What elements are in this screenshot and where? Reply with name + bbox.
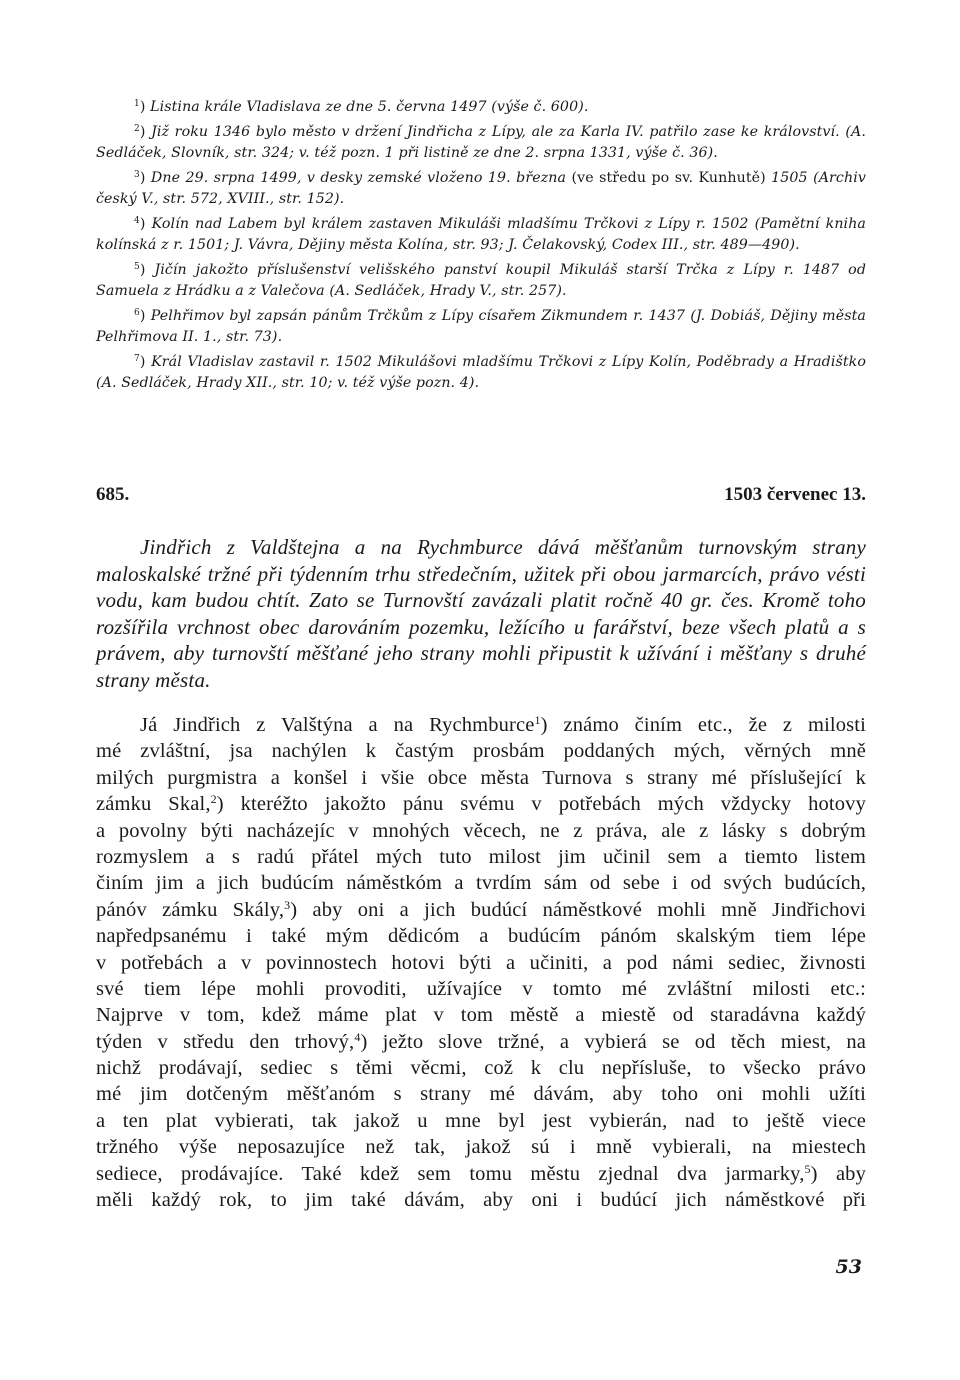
text-line: mé jim dotčeným měšťanóm s strany mé dávám, aby toho oni mohli užíti [96, 1083, 866, 1106]
charter-text [96, 712, 866, 1213]
text-segment: ) ježto slove tržné, a vybierá se od těch miest, na [360, 1030, 866, 1053]
footnote-text: Dne 29. srpna 1499, v desky zemské vloženo 19. března [150, 169, 567, 186]
footnote-7: $^7$) Král Vladislav zastavil r. 1502 Mikulášovi mladšímu Trčkovi z Lípy Kolín, Poděbrady a Hradištko (A. Sedláček, Hrady XII., str. 10; v. též výše pozn. 4). [96, 353, 866, 391]
footnote-5: $^5$) Jičín jakožto příslušenství velišského panství koupil Mikuláš starší Trčka z Lípy r. 1487 od Samuela z Hrádku a z Valečova (A. Sedláček, Hrady V., str. 257). [96, 261, 866, 299]
footnote-mark: 2 [134, 123, 140, 134]
footnote-ref: 2 [210, 792, 217, 807]
text-line: a ten plat vybierati, tak jakož u mne byl jest vybierán, nad to ještě viece [96, 1109, 866, 1132]
footnote-text: 1505 (Archiv český V., str. 572, XVIII., str. 152). [96, 169, 866, 207]
footnote-ref: 3 [284, 897, 291, 912]
footnote-2: $^2$) Již roku 1346 bylo město v držení Jindřicha z Lípy, ale za Karla IV. patřilo zase ke království. (A. Sedláček, Slovník, str. 324; v. též pozn. 1 při listině ze dne 2. srpna 1331, výše č. 36). [96, 123, 866, 161]
text-line: a povolny býti nacházejíc v mnohých věcech, ne z práva, ale z lásky s dobrým [96, 819, 866, 842]
text-line [96, 712, 866, 738]
footnote-upright-text: (ve středu po sv. Kunhutě) [571, 169, 766, 186]
footnote-mark: 6 [134, 307, 140, 318]
text-line: napředpsanému i také mým dědicóm a budúcím pánóm skalským tiem lépe [96, 925, 866, 948]
footnote-mark: 4 [134, 215, 140, 226]
footnote-mark: 3 [134, 169, 140, 180]
document-header [96, 484, 866, 510]
footnote-text: Již roku 1346 bylo město v držení Jindřicha z Lípy, ale za Karla IV. patřilo zase ke království. (A. Sedláček, Slovník, str. 324; v. též pozn. 1 při listině ze dne 2. srpna 1331, výše č. 36). [96, 123, 866, 161]
footnotes [96, 94, 866, 395]
text-line [96, 791, 866, 817]
text-line: měli každý rok, to jim také dávám, aby oni i budúcí jich náměstkové při [96, 1189, 866, 1212]
text-segment: ) známo činím etc., že z milosti [540, 714, 866, 736]
text-line [96, 897, 866, 923]
footnote-ref: 1 [534, 713, 541, 727]
footnote-mark: 5 [134, 261, 140, 272]
footnote-ref: 4 [354, 1029, 361, 1044]
footnote-mark: 1 [134, 99, 140, 109]
footnote-4: $^4$) Kolín nad Labem byl králem zastaven Mikuláši mladšímu Trčkovi z Lípy r. 1502 (Pamětní kniha kolínská z r. 1501; J. Vávra, Dějiny města Kolína, str. 93; J. Čelakovský, Codex III., str. 489—490). [96, 215, 866, 253]
text-line: své tiem lépe mohli provoditi, užívajíce v tomto mé zvláštní milosti etc.: [96, 977, 866, 1000]
text-line: Najprve v tom, kdež máme plat v tom městě a miestě od staradávna každý [96, 1004, 866, 1027]
footnote-1: $^1$) Listina krále Vladislava ze dne 5. června 1497 (výše č. 600). [134, 99, 589, 115]
text-segment: sediece, prodávajíce. Také kdež sem tomu městu zjednal dva jarmarky, [96, 1162, 805, 1185]
text-segment: ) aby oni a jich budúcí náměstkové mohli mně Jindřichovi [290, 898, 866, 921]
text-line: mé zvláštní, jsa nachýlen k častým prosbám poddaných mých, věrných mně [96, 740, 866, 763]
regest-text: Jindřich z Valdštejna a na Rychmburce dává měšťanům turnovským strany maloskalské tržné při týdenním trhu středečním, užitek při obou jarmarcích, právo vésti vodu, kam budou chtít. Zato se Turnovští zavázali platit ročně 40 gr. čes. Kromě toho rozšířila vrchnost obec darováním pozemku, ležícího u farářství, beze všech platů a s právem, aby turnovští měšťané jeho strany mohli připustit k užívání i měšťany s druhé strany města. [96, 535, 866, 692]
footnote-3: $^3$) Dne 29. srpna 1499, v desky zemské vloženo 19. března (ve středu po sv. Kunhutě) 1505 (Archiv český V., str. 572, XVIII., str. 152). [96, 169, 866, 207]
text-line: činím jim a jich budúcím náměstkóm a tvrdím sám od sebe i od svých budúcích, [96, 872, 866, 895]
text-segment: ) aby [810, 1162, 866, 1185]
text-line [96, 1161, 866, 1187]
text-segment: zámku Skal, [96, 793, 211, 816]
document-date: 1503 červenec 13. [724, 484, 866, 505]
text-line: milých purgmistra a konšel i všie obce města Turnova s strany mé příslušející k [96, 766, 866, 789]
text-segment: týden v středu den trhový, [96, 1030, 355, 1053]
footnote-6: $^6$) Pelhřimov byl zapsán pánům Trčkům z Lípy císařem Zikmundem r. 1437 (J. Dobiáš, Dějiny města Pelhřimova II. 1., str. 73). [96, 307, 866, 345]
footnote-text: Kolín nad Labem byl králem zastaven Mikuláši mladšímu Trčkovi z Lípy r. 1502 (Pamětní kniha kolínská z r. 1501; J. Vávra, Dějiny města Kolína, str. 93; J. Čelakovský, Codex III., str. 489—490). [96, 215, 866, 253]
footnote-mark: 7 [134, 353, 140, 364]
footnote-text: Pelhřimov byl zapsán pánům Trčkům z Lípy císařem Zikmundem r. 1437 (J. Dobiáš, Dějiny města Pelhřimova II. 1., str. 73). [96, 307, 866, 345]
regest [96, 534, 866, 693]
text-line [96, 1029, 866, 1055]
page-number: 53 [835, 1256, 862, 1278]
text-segment: Já Jindřich z Valštýna a na Rychmburce [140, 714, 535, 736]
footnote-ref: 5 [804, 1161, 811, 1176]
text-line: tržného výše neposazujíce než tak, jakož sú i mně vybierali, na miestech [96, 1136, 866, 1159]
document-number: 685. [96, 484, 130, 505]
text-line: v potřebách a v povinnostech hotovi býti a učiniti, a pod námi sediec, živnosti [96, 951, 866, 974]
footnote-text: Jičín jakožto příslušenství velišského panství koupil Mikuláš starší Trčka z Lípy r. 1487 od Samuela z Hrádku a z Valečova (A. Sedláček, Hrady V., str. 257). [96, 261, 866, 299]
footnote-text: Listina krále Vladislava ze dne 5. června 1497 (výše č. 600). [150, 99, 589, 115]
text-line: nichž prodávají, sediec s těmi věcmi, což k clu nepřísluše, to všecko právo [96, 1057, 866, 1080]
text-segment: pánóv zámku Skály, [96, 898, 285, 921]
text-segment: ) kteréžto jakožto pánu svému v potřebách mých vždycky hotovy [216, 793, 866, 816]
text-line: rozmyslem a s radú přátel mých tuto milost jim učinil sem a tiemto listem [96, 845, 866, 868]
footnote-text: Král Vladislav zastavil r. 1502 Mikulášovi mladšímu Trčkovi z Lípy Kolín, Poděbrady a Hradištko (A. Sedláček, Hrady XII., str. 10; v. též výše pozn. 4). [96, 353, 866, 391]
